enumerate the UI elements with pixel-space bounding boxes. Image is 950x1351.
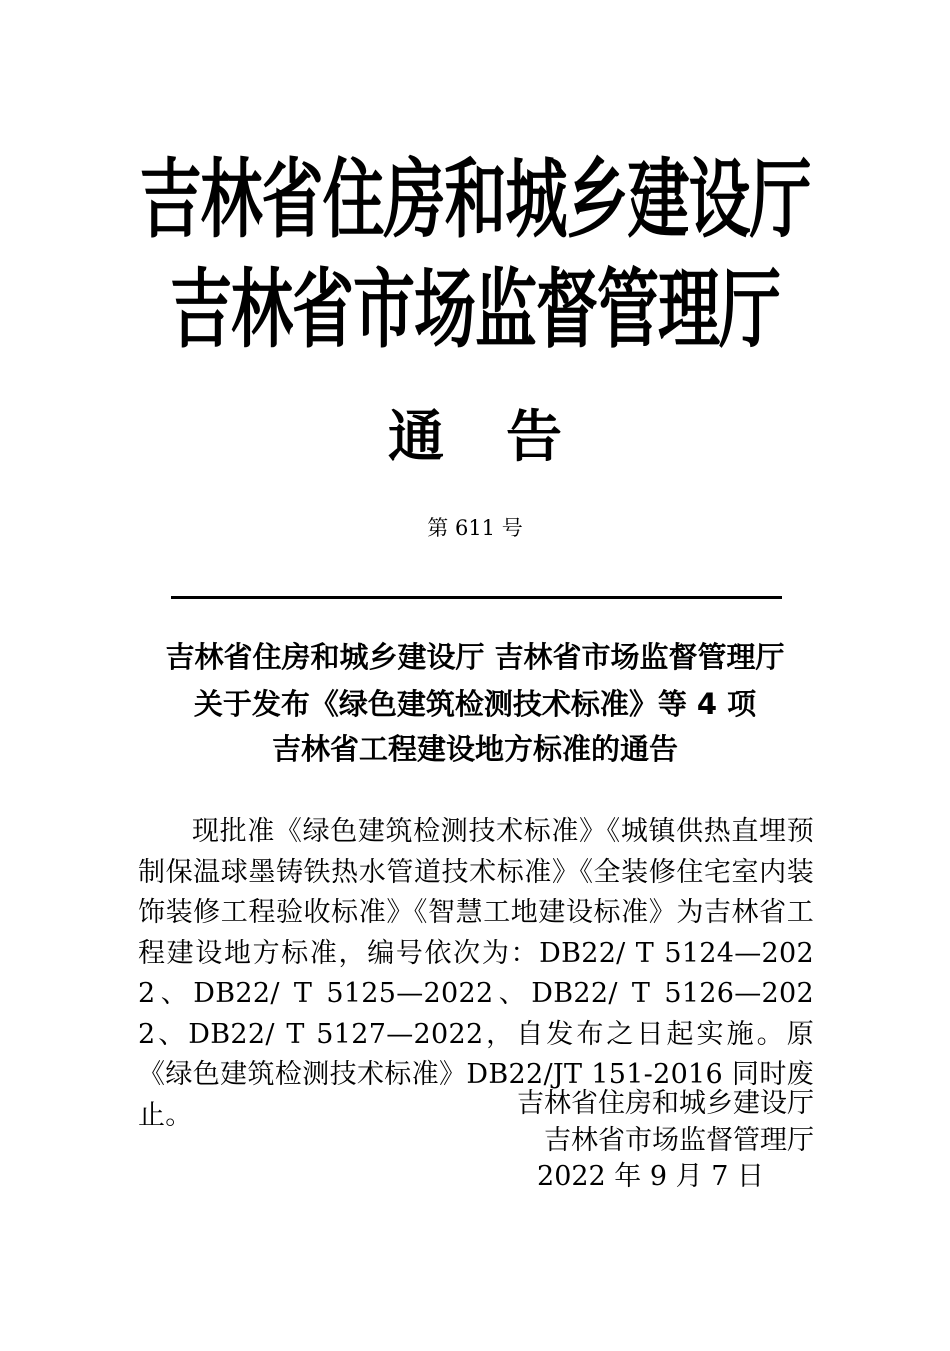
signature-org-market: 吉林省市场监督管理厅	[544, 1125, 814, 1156]
notice-body-paragraph: 现批准《绿色建筑检测技术标准》《城镇供热直埋预制保温球墨铸铁热水管道技术标准》《全装修住宅室内装饰装修工程验收标准》《智慧工地建设标准》为吉林省工程建设地方标准，编号依次为：DB22/ T 5124—2022、DB22/ T 5125—2022、DB22/ T 5126—2022、DB22/ T 5127—2022，自发布之日起实施。原《绿色建筑检测技术标准》DB22/JT 151-2016 同时废止。	[138, 816, 814, 1131]
signature-org-housing: 吉林省住房和城乡建设厅	[517, 1088, 814, 1119]
issuer-name-housing: 吉林省住房和城乡建设厅	[139, 148, 811, 250]
signature-date: 2022 年 9 月 7 日	[537, 1161, 764, 1192]
issuer-name-market: 吉林省市场监督管理厅	[169, 258, 780, 360]
title-divider	[171, 596, 782, 599]
document-title: 通告	[388, 404, 624, 470]
notice-heading-line-2: 关于发布《绿色建筑检测技术标准》等 4 项	[193, 687, 757, 721]
document-number: 第 611 号	[427, 516, 523, 540]
notice-heading-line-3: 吉林省工程建设地方标准的通告	[271, 732, 678, 766]
notice-heading-line-1: 吉林省住房和城乡建设厅 吉林省市场监督管理厅	[165, 640, 785, 674]
